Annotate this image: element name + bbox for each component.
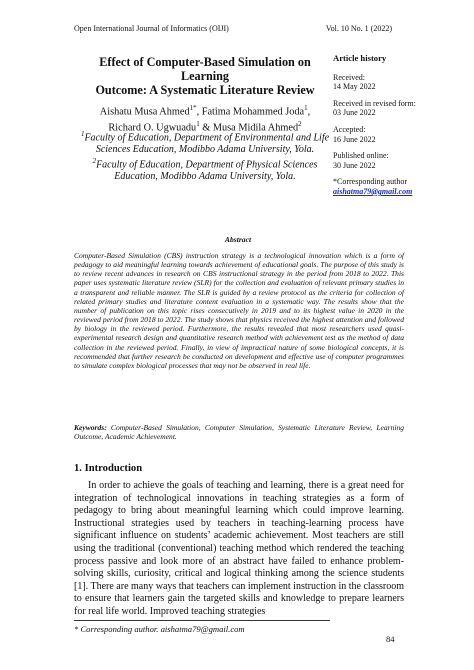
affiliation-2 bbox=[74, 155, 336, 183]
affiliation-1-text: Faculty of Education, Department of Environmental and Life Sciences Education, Modibbo Adama University, Yola. bbox=[84, 132, 330, 156]
corresponding-email-link[interactable]: aishatma79@gmail.com bbox=[333, 186, 413, 196]
received-block bbox=[333, 73, 443, 92]
author-3: Richard O. Ugwuadu bbox=[108, 122, 197, 134]
accepted-block bbox=[333, 125, 443, 144]
affiliation-2-text: Faculty of Education, Department of Physical Sciences Education, Modibbo Adama University, Yola. bbox=[96, 159, 318, 183]
running-header bbox=[74, 24, 392, 33]
accepted-label: Accepted: bbox=[333, 124, 366, 134]
footnote-rule bbox=[74, 620, 330, 621]
published-block bbox=[333, 151, 443, 170]
footnote: * Corresponding author. aishatma79@gmail.com bbox=[74, 624, 245, 634]
author-1: Aishatu Musa Ahmed bbox=[99, 106, 190, 118]
keywords-label: Keywords: bbox=[74, 423, 107, 432]
page-number: 84 bbox=[386, 634, 395, 644]
author-3-sup: 1 bbox=[196, 120, 200, 129]
author-2-sup: 1 bbox=[304, 104, 308, 112]
revised-label: Received in revised form: bbox=[333, 98, 416, 108]
corresponding-block bbox=[333, 177, 443, 196]
section-heading-introduction: 1. Introduction bbox=[74, 463, 143, 474]
keywords bbox=[74, 423, 404, 441]
accepted-date: 16 June 2022 bbox=[333, 134, 376, 144]
author-2: , Fatima Mohammed Joda bbox=[196, 106, 305, 118]
corresponding-label: *Corresponding author bbox=[333, 177, 407, 187]
author-4: & Musa Midila Ahmed bbox=[199, 122, 299, 134]
article-history-heading: Article history bbox=[333, 53, 387, 63]
article-history-sidebar bbox=[333, 54, 443, 204]
introduction-text: In order to achieve the goals of teaching and learning, there is a great need for integration of technological innovations in teaching strategies as a form of pedagogy to bring about meaningful learning which could improve learning. Instructional strategies used by teachers in teaching-learning process have significant influence on students’ academic achievement. Most teachers are still using the traditional (conventional) teaching method which rendered the teaching process passive and look more of an abstract have failed to enhance problem-solving skills, curiosity, critical and logical thinking among the science students [1]. There are many ways that teachers can implement instruction in the classroom to ensure that learners gain the targeted skills and knowledge to prepare learners for real life world. Improved teaching strategies bbox=[74, 480, 404, 617]
volume-info: Vol. 10 No. 1 (2022) bbox=[325, 24, 392, 33]
author-4-sup: 2 bbox=[298, 120, 302, 129]
published-date: 30 June 2022 bbox=[333, 160, 376, 170]
received-date: 14 May 2022 bbox=[333, 82, 376, 92]
abstract-heading: Abstract bbox=[224, 235, 252, 244]
introduction-paragraph bbox=[74, 480, 404, 619]
author-1-sup: 1* bbox=[189, 104, 197, 112]
paper-title bbox=[74, 55, 336, 97]
received-label: Received: bbox=[333, 72, 365, 82]
title-line-2: Outcome: A Systematic Literature Review bbox=[95, 83, 315, 97]
abstract-text: Computer-Based Simulation (CBS) instruction strategy is a technological innovation which is a form of pedagogy to aid meaningful learning towards achievement of educational goals. The purpose of this study is to review recent advances in research on CBS instructional strategy in the period from 2018 to 2022. This paper uses systematic literature review (SLR) for the collection and evaluation of relevant primary studies in a transparent and reliable manner. The SLR is guided by a review protocol as the criteria for collection of related primary studies and literature content evaluation in a systematic way. The results show that the number of publication on this topic rises consecutively in 2019 and to its highest value in 2020 in the reviewed period from 2018 to 2022. The study shows that physics received the highest attention and followed by biology in the reviewed period. Furthermore, the results revealed that most researchers used quasi-experimental research design and quantitative research method with achievement test as the method of data collection in the reviewed period. Finally, in view of impractical nature of some biological concepts, it is recommended that further research be conducted on development and effective use of computer programmes to simulate complex biological processes that may not be observed in real life. bbox=[74, 251, 404, 370]
revised-date: 03 June 2022 bbox=[333, 108, 376, 118]
title-line-1: Effect of Computer-Based Simulation on Learning bbox=[99, 55, 311, 83]
published-label: Published online: bbox=[333, 151, 389, 161]
author-list: Aishatu Musa Ahmed$^{1*}$, Fatima Mohammed Joda$^1$, Richard O. Ugwuadu$^1$ & Musa Midila Ahmed$^2$ bbox=[99, 104, 311, 134]
revised-block bbox=[333, 99, 443, 118]
keywords-text: Computer-Based Simulation, Computer Simulation, Systematic Literature Review, Learning Outcome, Academic Achievement. bbox=[74, 423, 404, 442]
journal-name: Open International Journal of Informatics (OIJI) bbox=[74, 24, 229, 33]
affiliation-2-sup: 2 bbox=[92, 157, 97, 165]
affiliation-1 bbox=[74, 128, 336, 156]
affiliation-1-sup: 1 bbox=[80, 130, 85, 138]
